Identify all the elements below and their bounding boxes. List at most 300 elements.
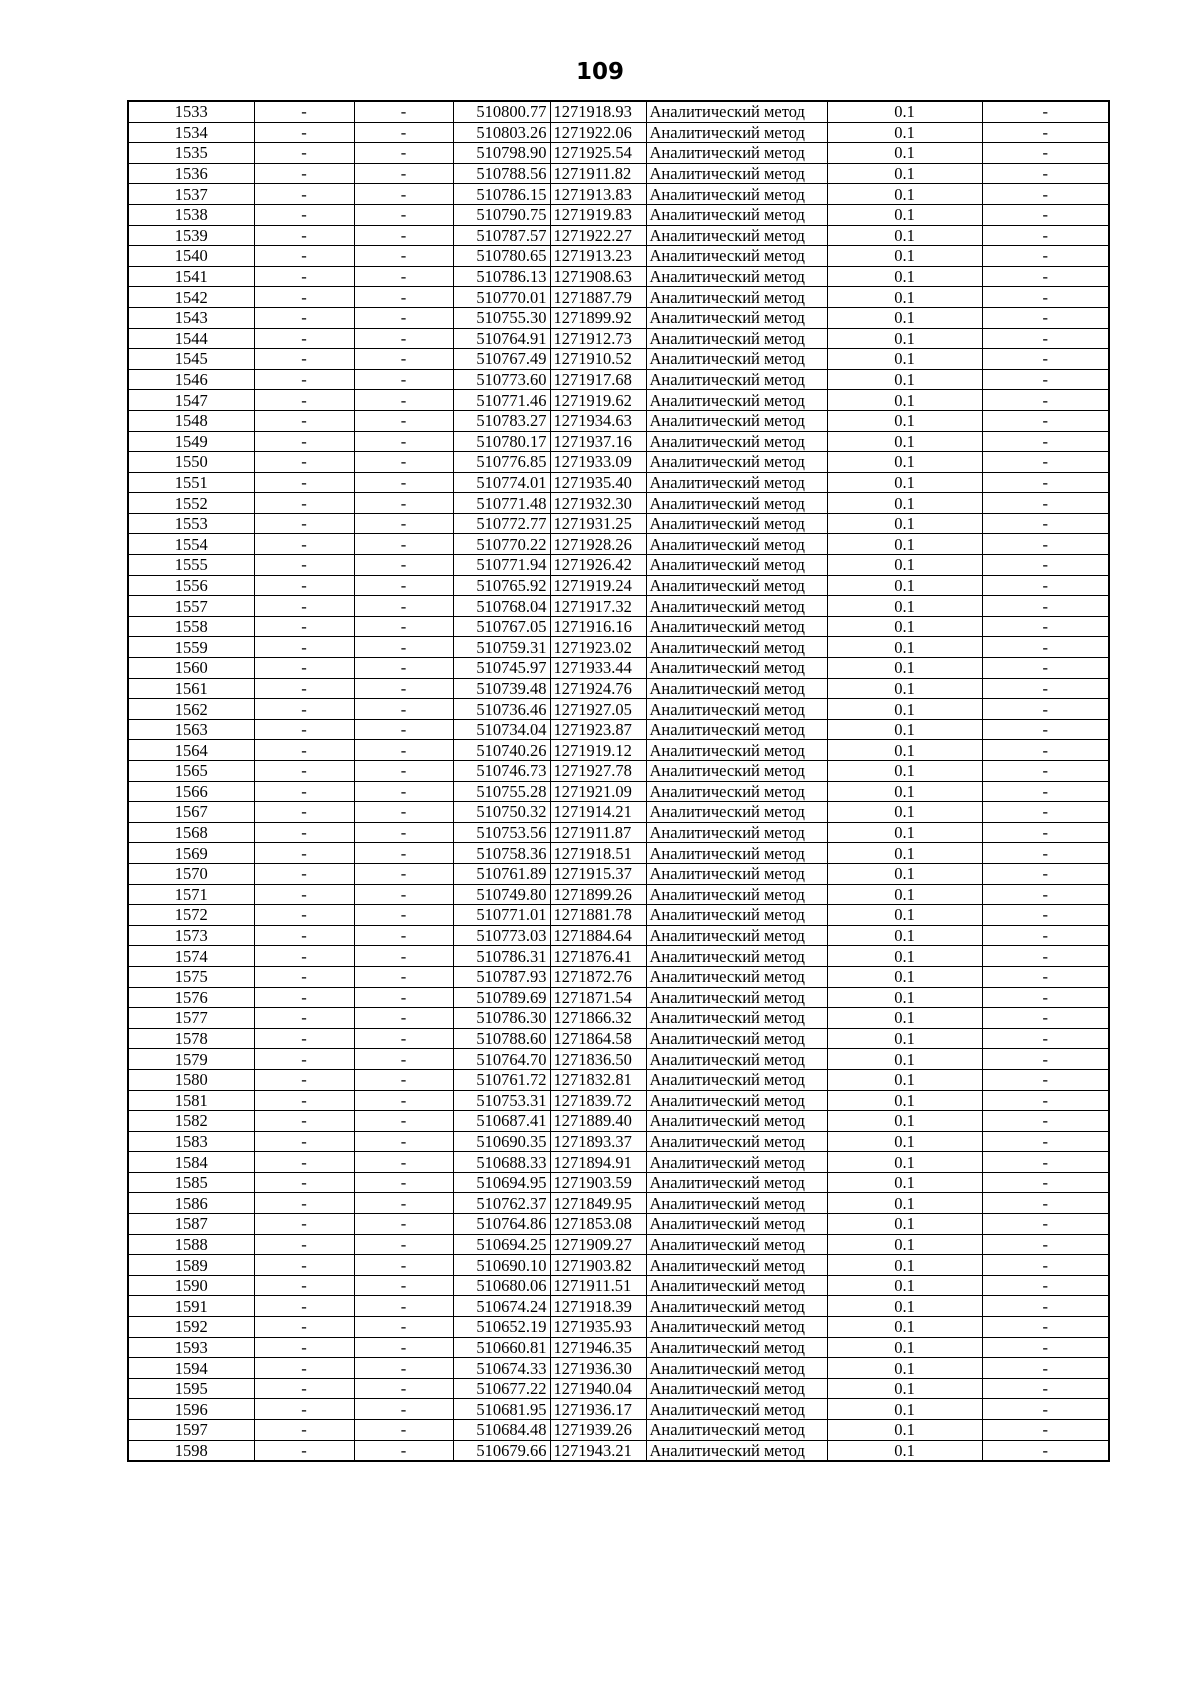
note-cell: - xyxy=(982,122,1109,143)
dash-cell: - xyxy=(254,184,354,205)
point-number-cell: 1564 xyxy=(128,740,254,761)
method-cell: Аналитический метод xyxy=(646,1193,827,1214)
dash-cell: - xyxy=(254,204,354,225)
x-coordinate-cell: 510798.90 xyxy=(453,143,550,164)
y-coordinate-cell: 1271911.87 xyxy=(550,822,646,843)
note-cell: - xyxy=(982,966,1109,987)
table-row xyxy=(128,1399,1109,1420)
accuracy-cell: 0.1 xyxy=(827,575,982,596)
dash-cell: - xyxy=(354,369,453,390)
dash-cell: - xyxy=(254,1358,354,1379)
point-number-cell: 1562 xyxy=(128,699,254,720)
accuracy-cell: 0.1 xyxy=(827,513,982,534)
dash-cell: - xyxy=(254,431,354,452)
x-coordinate-cell: 510755.28 xyxy=(453,781,550,802)
table-row xyxy=(128,101,1109,122)
dash-cell: - xyxy=(254,616,354,637)
dash-cell: - xyxy=(354,225,453,246)
accuracy-cell: 0.1 xyxy=(827,493,982,514)
y-coordinate-cell: 1271872.76 xyxy=(550,966,646,987)
dash-cell: - xyxy=(354,802,453,823)
y-coordinate-cell: 1271927.05 xyxy=(550,699,646,720)
accuracy-cell: 0.1 xyxy=(827,761,982,782)
method-cell: Аналитический метод xyxy=(646,1008,827,1029)
point-number-cell: 1598 xyxy=(128,1440,254,1461)
x-coordinate-cell: 510780.17 xyxy=(453,431,550,452)
x-coordinate-cell: 510764.91 xyxy=(453,328,550,349)
dash-cell: - xyxy=(354,1399,453,1420)
accuracy-cell: 0.1 xyxy=(827,534,982,555)
table-row xyxy=(128,225,1109,246)
accuracy-cell: 0.1 xyxy=(827,555,982,576)
x-coordinate-cell: 510762.37 xyxy=(453,1193,550,1214)
point-number-cell: 1558 xyxy=(128,616,254,637)
accuracy-cell: 0.1 xyxy=(827,1049,982,1070)
dash-cell: - xyxy=(354,740,453,761)
dash-cell: - xyxy=(354,1111,453,1132)
x-coordinate-cell: 510783.27 xyxy=(453,410,550,431)
dash-cell: - xyxy=(254,307,354,328)
dash-cell: - xyxy=(354,184,453,205)
note-cell: - xyxy=(982,1090,1109,1111)
dash-cell: - xyxy=(354,1008,453,1029)
accuracy-cell: 0.1 xyxy=(827,369,982,390)
point-number-cell: 1581 xyxy=(128,1090,254,1111)
x-coordinate-cell: 510767.05 xyxy=(453,616,550,637)
point-number-cell: 1560 xyxy=(128,658,254,679)
accuracy-cell: 0.1 xyxy=(827,225,982,246)
note-cell: - xyxy=(982,101,1109,122)
dash-cell: - xyxy=(354,863,453,884)
y-coordinate-cell: 1271836.50 xyxy=(550,1049,646,1070)
method-cell: Аналитический метод xyxy=(646,472,827,493)
note-cell: - xyxy=(982,246,1109,267)
x-coordinate-cell: 510688.33 xyxy=(453,1152,550,1173)
point-number-cell: 1555 xyxy=(128,555,254,576)
dash-cell: - xyxy=(354,246,453,267)
dash-cell: - xyxy=(254,678,354,699)
table-row xyxy=(128,122,1109,143)
note-cell: - xyxy=(982,946,1109,967)
accuracy-cell: 0.1 xyxy=(827,884,982,905)
table-row xyxy=(128,1234,1109,1255)
accuracy-cell: 0.1 xyxy=(827,1378,982,1399)
y-coordinate-cell: 1271839.72 xyxy=(550,1090,646,1111)
y-coordinate-cell: 1271910.52 xyxy=(550,349,646,370)
x-coordinate-cell: 510694.25 xyxy=(453,1234,550,1255)
y-coordinate-cell: 1271919.83 xyxy=(550,204,646,225)
table-row xyxy=(128,493,1109,514)
y-coordinate-cell: 1271918.51 xyxy=(550,843,646,864)
note-cell: - xyxy=(982,616,1109,637)
point-number-cell: 1591 xyxy=(128,1296,254,1317)
method-cell: Аналитический метод xyxy=(646,431,827,452)
note-cell: - xyxy=(982,143,1109,164)
dash-cell: - xyxy=(354,163,453,184)
note-cell: - xyxy=(982,1111,1109,1132)
point-number-cell: 1565 xyxy=(128,761,254,782)
y-coordinate-cell: 1271922.27 xyxy=(550,225,646,246)
x-coordinate-cell: 510786.31 xyxy=(453,946,550,967)
method-cell: Аналитический метод xyxy=(646,905,827,926)
point-number-cell: 1549 xyxy=(128,431,254,452)
point-number-cell: 1568 xyxy=(128,822,254,843)
table-row xyxy=(128,369,1109,390)
note-cell: - xyxy=(982,1069,1109,1090)
point-number-cell: 1573 xyxy=(128,925,254,946)
y-coordinate-cell: 1271876.41 xyxy=(550,946,646,967)
x-coordinate-cell: 510773.03 xyxy=(453,925,550,946)
point-number-cell: 1577 xyxy=(128,1008,254,1029)
dash-cell: - xyxy=(254,863,354,884)
accuracy-cell: 0.1 xyxy=(827,1090,982,1111)
table-row xyxy=(128,307,1109,328)
method-cell: Аналитический метод xyxy=(646,987,827,1008)
point-number-cell: 1579 xyxy=(128,1049,254,1070)
method-cell: Аналитический метод xyxy=(646,1296,827,1317)
point-number-cell: 1545 xyxy=(128,349,254,370)
x-coordinate-cell: 510734.04 xyxy=(453,719,550,740)
dash-cell: - xyxy=(254,349,354,370)
method-cell: Аналитический метод xyxy=(646,1234,827,1255)
note-cell: - xyxy=(982,1049,1109,1070)
method-cell: Аналитический метод xyxy=(646,1131,827,1152)
dash-cell: - xyxy=(354,513,453,534)
table-row xyxy=(128,287,1109,308)
point-number-cell: 1535 xyxy=(128,143,254,164)
note-cell: - xyxy=(982,1255,1109,1276)
point-number-cell: 1569 xyxy=(128,843,254,864)
dash-cell: - xyxy=(354,719,453,740)
note-cell: - xyxy=(982,390,1109,411)
accuracy-cell: 0.1 xyxy=(827,1317,982,1338)
dash-cell: - xyxy=(354,1214,453,1235)
accuracy-cell: 0.1 xyxy=(827,1399,982,1420)
point-number-cell: 1538 xyxy=(128,204,254,225)
table-row xyxy=(128,1420,1109,1441)
dash-cell: - xyxy=(254,884,354,905)
method-cell: Аналитический метод xyxy=(646,1440,827,1461)
point-number-cell: 1584 xyxy=(128,1152,254,1173)
y-coordinate-cell: 1271922.06 xyxy=(550,122,646,143)
dash-cell: - xyxy=(254,143,354,164)
y-coordinate-cell: 1271871.54 xyxy=(550,987,646,1008)
note-cell: - xyxy=(982,328,1109,349)
table-row xyxy=(128,863,1109,884)
dash-cell: - xyxy=(254,369,354,390)
method-cell: Аналитический метод xyxy=(646,740,827,761)
table-row xyxy=(128,472,1109,493)
y-coordinate-cell: 1271899.26 xyxy=(550,884,646,905)
dash-cell: - xyxy=(354,658,453,679)
method-cell: Аналитический метод xyxy=(646,596,827,617)
method-cell: Аналитический метод xyxy=(646,1049,827,1070)
note-cell: - xyxy=(982,287,1109,308)
table-body xyxy=(128,101,1109,1461)
dash-cell: - xyxy=(254,1090,354,1111)
note-cell: - xyxy=(982,369,1109,390)
point-number-cell: 1597 xyxy=(128,1420,254,1441)
accuracy-cell: 0.1 xyxy=(827,637,982,658)
table-row xyxy=(128,884,1109,905)
method-cell: Аналитический метод xyxy=(646,616,827,637)
y-coordinate-cell: 1271926.42 xyxy=(550,555,646,576)
accuracy-cell: 0.1 xyxy=(827,1296,982,1317)
accuracy-cell: 0.1 xyxy=(827,1255,982,1276)
note-cell: - xyxy=(982,472,1109,493)
dash-cell: - xyxy=(354,966,453,987)
table-row xyxy=(128,966,1109,987)
x-coordinate-cell: 510788.60 xyxy=(453,1028,550,1049)
y-coordinate-cell: 1271933.09 xyxy=(550,452,646,473)
dash-cell: - xyxy=(354,328,453,349)
note-cell: - xyxy=(982,987,1109,1008)
dash-cell: - xyxy=(254,1255,354,1276)
point-number-cell: 1572 xyxy=(128,905,254,926)
point-number-cell: 1554 xyxy=(128,534,254,555)
table-row xyxy=(128,987,1109,1008)
note-cell: - xyxy=(982,1296,1109,1317)
y-coordinate-cell: 1271923.02 xyxy=(550,637,646,658)
accuracy-cell: 0.1 xyxy=(827,143,982,164)
note-cell: - xyxy=(982,266,1109,287)
dash-cell: - xyxy=(254,1028,354,1049)
x-coordinate-cell: 510771.01 xyxy=(453,905,550,926)
method-cell: Аналитический метод xyxy=(646,966,827,987)
y-coordinate-cell: 1271935.40 xyxy=(550,472,646,493)
y-coordinate-cell: 1271903.59 xyxy=(550,1172,646,1193)
method-cell: Аналитический метод xyxy=(646,658,827,679)
dash-cell: - xyxy=(354,761,453,782)
y-coordinate-cell: 1271911.82 xyxy=(550,163,646,184)
x-coordinate-cell: 510674.24 xyxy=(453,1296,550,1317)
point-number-cell: 1533 xyxy=(128,101,254,122)
point-number-cell: 1551 xyxy=(128,472,254,493)
method-cell: Аналитический метод xyxy=(646,1152,827,1173)
x-coordinate-cell: 510677.22 xyxy=(453,1378,550,1399)
x-coordinate-cell: 510774.01 xyxy=(453,472,550,493)
dash-cell: - xyxy=(354,1378,453,1399)
accuracy-cell: 0.1 xyxy=(827,307,982,328)
x-coordinate-cell: 510681.95 xyxy=(453,1399,550,1420)
dash-cell: - xyxy=(354,1275,453,1296)
coordinates-table xyxy=(127,100,1110,1462)
table-row xyxy=(128,431,1109,452)
accuracy-cell: 0.1 xyxy=(827,719,982,740)
x-coordinate-cell: 510684.48 xyxy=(453,1420,550,1441)
note-cell: - xyxy=(982,699,1109,720)
dash-cell: - xyxy=(254,781,354,802)
note-cell: - xyxy=(982,163,1109,184)
method-cell: Аналитический метод xyxy=(646,1111,827,1132)
note-cell: - xyxy=(982,905,1109,926)
x-coordinate-cell: 510687.41 xyxy=(453,1111,550,1132)
accuracy-cell: 0.1 xyxy=(827,1008,982,1029)
dash-cell: - xyxy=(254,575,354,596)
x-coordinate-cell: 510761.72 xyxy=(453,1069,550,1090)
method-cell: Аналитический метод xyxy=(646,143,827,164)
method-cell: Аналитический метод xyxy=(646,410,827,431)
table-row xyxy=(128,637,1109,658)
dash-cell: - xyxy=(254,1337,354,1358)
x-coordinate-cell: 510660.81 xyxy=(453,1337,550,1358)
point-number-cell: 1596 xyxy=(128,1399,254,1420)
point-number-cell: 1582 xyxy=(128,1111,254,1132)
dash-cell: - xyxy=(254,246,354,267)
y-coordinate-cell: 1271903.82 xyxy=(550,1255,646,1276)
y-coordinate-cell: 1271894.91 xyxy=(550,1152,646,1173)
table-row xyxy=(128,184,1109,205)
table-row xyxy=(128,1214,1109,1235)
method-cell: Аналитический метод xyxy=(646,1255,827,1276)
table-row xyxy=(128,1049,1109,1070)
method-cell: Аналитический метод xyxy=(646,1317,827,1338)
accuracy-cell: 0.1 xyxy=(827,204,982,225)
point-number-cell: 1593 xyxy=(128,1337,254,1358)
y-coordinate-cell: 1271924.76 xyxy=(550,678,646,699)
table-row xyxy=(128,925,1109,946)
accuracy-cell: 0.1 xyxy=(827,122,982,143)
method-cell: Аналитический метод xyxy=(646,287,827,308)
y-coordinate-cell: 1271932.30 xyxy=(550,493,646,514)
table-row xyxy=(128,1193,1109,1214)
y-coordinate-cell: 1271908.63 xyxy=(550,266,646,287)
note-cell: - xyxy=(982,1378,1109,1399)
accuracy-cell: 0.1 xyxy=(827,266,982,287)
table-row xyxy=(128,1440,1109,1461)
x-coordinate-cell: 510753.31 xyxy=(453,1090,550,1111)
accuracy-cell: 0.1 xyxy=(827,1193,982,1214)
accuracy-cell: 0.1 xyxy=(827,1111,982,1132)
y-coordinate-cell: 1271917.32 xyxy=(550,596,646,617)
point-number-cell: 1542 xyxy=(128,287,254,308)
point-number-cell: 1567 xyxy=(128,802,254,823)
point-number-cell: 1550 xyxy=(128,452,254,473)
dash-cell: - xyxy=(254,555,354,576)
x-coordinate-cell: 510790.75 xyxy=(453,204,550,225)
point-number-cell: 1589 xyxy=(128,1255,254,1276)
y-coordinate-cell: 1271919.12 xyxy=(550,740,646,761)
dash-cell: - xyxy=(354,266,453,287)
note-cell: - xyxy=(982,1440,1109,1461)
method-cell: Аналитический метод xyxy=(646,225,827,246)
dash-cell: - xyxy=(254,719,354,740)
point-number-cell: 1541 xyxy=(128,266,254,287)
accuracy-cell: 0.1 xyxy=(827,658,982,679)
y-coordinate-cell: 1271918.39 xyxy=(550,1296,646,1317)
point-number-cell: 1536 xyxy=(128,163,254,184)
dash-cell: - xyxy=(354,431,453,452)
method-cell: Аналитический метод xyxy=(646,1337,827,1358)
x-coordinate-cell: 510739.48 xyxy=(453,678,550,699)
note-cell: - xyxy=(982,493,1109,514)
note-cell: - xyxy=(982,452,1109,473)
y-coordinate-cell: 1271937.16 xyxy=(550,431,646,452)
table-row xyxy=(128,843,1109,864)
dash-cell: - xyxy=(354,596,453,617)
point-number-cell: 1557 xyxy=(128,596,254,617)
dash-cell: - xyxy=(354,1255,453,1276)
method-cell: Аналитический метод xyxy=(646,369,827,390)
x-coordinate-cell: 510787.93 xyxy=(453,966,550,987)
dash-cell: - xyxy=(254,1008,354,1029)
note-cell: - xyxy=(982,658,1109,679)
dash-cell: - xyxy=(354,905,453,926)
dash-cell: - xyxy=(254,163,354,184)
note-cell: - xyxy=(982,843,1109,864)
dash-cell: - xyxy=(254,410,354,431)
dash-cell: - xyxy=(354,1337,453,1358)
table-row xyxy=(128,513,1109,534)
dash-cell: - xyxy=(254,1296,354,1317)
dash-cell: - xyxy=(354,204,453,225)
note-cell: - xyxy=(982,740,1109,761)
x-coordinate-cell: 510768.04 xyxy=(453,596,550,617)
table-row xyxy=(128,143,1109,164)
dash-cell: - xyxy=(354,843,453,864)
method-cell: Аналитический метод xyxy=(646,822,827,843)
table-row xyxy=(128,555,1109,576)
point-number-cell: 1578 xyxy=(128,1028,254,1049)
note-cell: - xyxy=(982,596,1109,617)
table-row xyxy=(128,719,1109,740)
dash-cell: - xyxy=(354,1358,453,1379)
x-coordinate-cell: 510740.26 xyxy=(453,740,550,761)
accuracy-cell: 0.1 xyxy=(827,966,982,987)
dash-cell: - xyxy=(254,390,354,411)
x-coordinate-cell: 510771.46 xyxy=(453,390,550,411)
note-cell: - xyxy=(982,1193,1109,1214)
accuracy-cell: 0.1 xyxy=(827,925,982,946)
dash-cell: - xyxy=(254,1317,354,1338)
dash-cell: - xyxy=(354,390,453,411)
point-number-cell: 1552 xyxy=(128,493,254,514)
x-coordinate-cell: 510786.15 xyxy=(453,184,550,205)
accuracy-cell: 0.1 xyxy=(827,596,982,617)
x-coordinate-cell: 510674.33 xyxy=(453,1358,550,1379)
point-number-cell: 1588 xyxy=(128,1234,254,1255)
table-row xyxy=(128,452,1109,473)
table-row xyxy=(128,204,1109,225)
table-row xyxy=(128,266,1109,287)
point-number-cell: 1587 xyxy=(128,1214,254,1235)
dash-cell: - xyxy=(354,1234,453,1255)
y-coordinate-cell: 1271916.16 xyxy=(550,616,646,637)
y-coordinate-cell: 1271914.21 xyxy=(550,802,646,823)
dash-cell: - xyxy=(254,1111,354,1132)
y-coordinate-cell: 1271934.63 xyxy=(550,410,646,431)
note-cell: - xyxy=(982,1358,1109,1379)
x-coordinate-cell: 510787.57 xyxy=(453,225,550,246)
x-coordinate-cell: 510652.19 xyxy=(453,1317,550,1338)
table-row xyxy=(128,946,1109,967)
table-row xyxy=(128,1255,1109,1276)
note-cell: - xyxy=(982,204,1109,225)
dash-cell: - xyxy=(254,925,354,946)
point-number-cell: 1540 xyxy=(128,246,254,267)
method-cell: Аналитический метод xyxy=(646,1420,827,1441)
note-cell: - xyxy=(982,1152,1109,1173)
method-cell: Аналитический метод xyxy=(646,1028,827,1049)
accuracy-cell: 0.1 xyxy=(827,1275,982,1296)
y-coordinate-cell: 1271913.83 xyxy=(550,184,646,205)
table-row xyxy=(128,1008,1109,1029)
dash-cell: - xyxy=(354,1090,453,1111)
y-coordinate-cell: 1271923.87 xyxy=(550,719,646,740)
method-cell: Аналитический метод xyxy=(646,349,827,370)
method-cell: Аналитический метод xyxy=(646,1172,827,1193)
table-row xyxy=(128,1090,1109,1111)
